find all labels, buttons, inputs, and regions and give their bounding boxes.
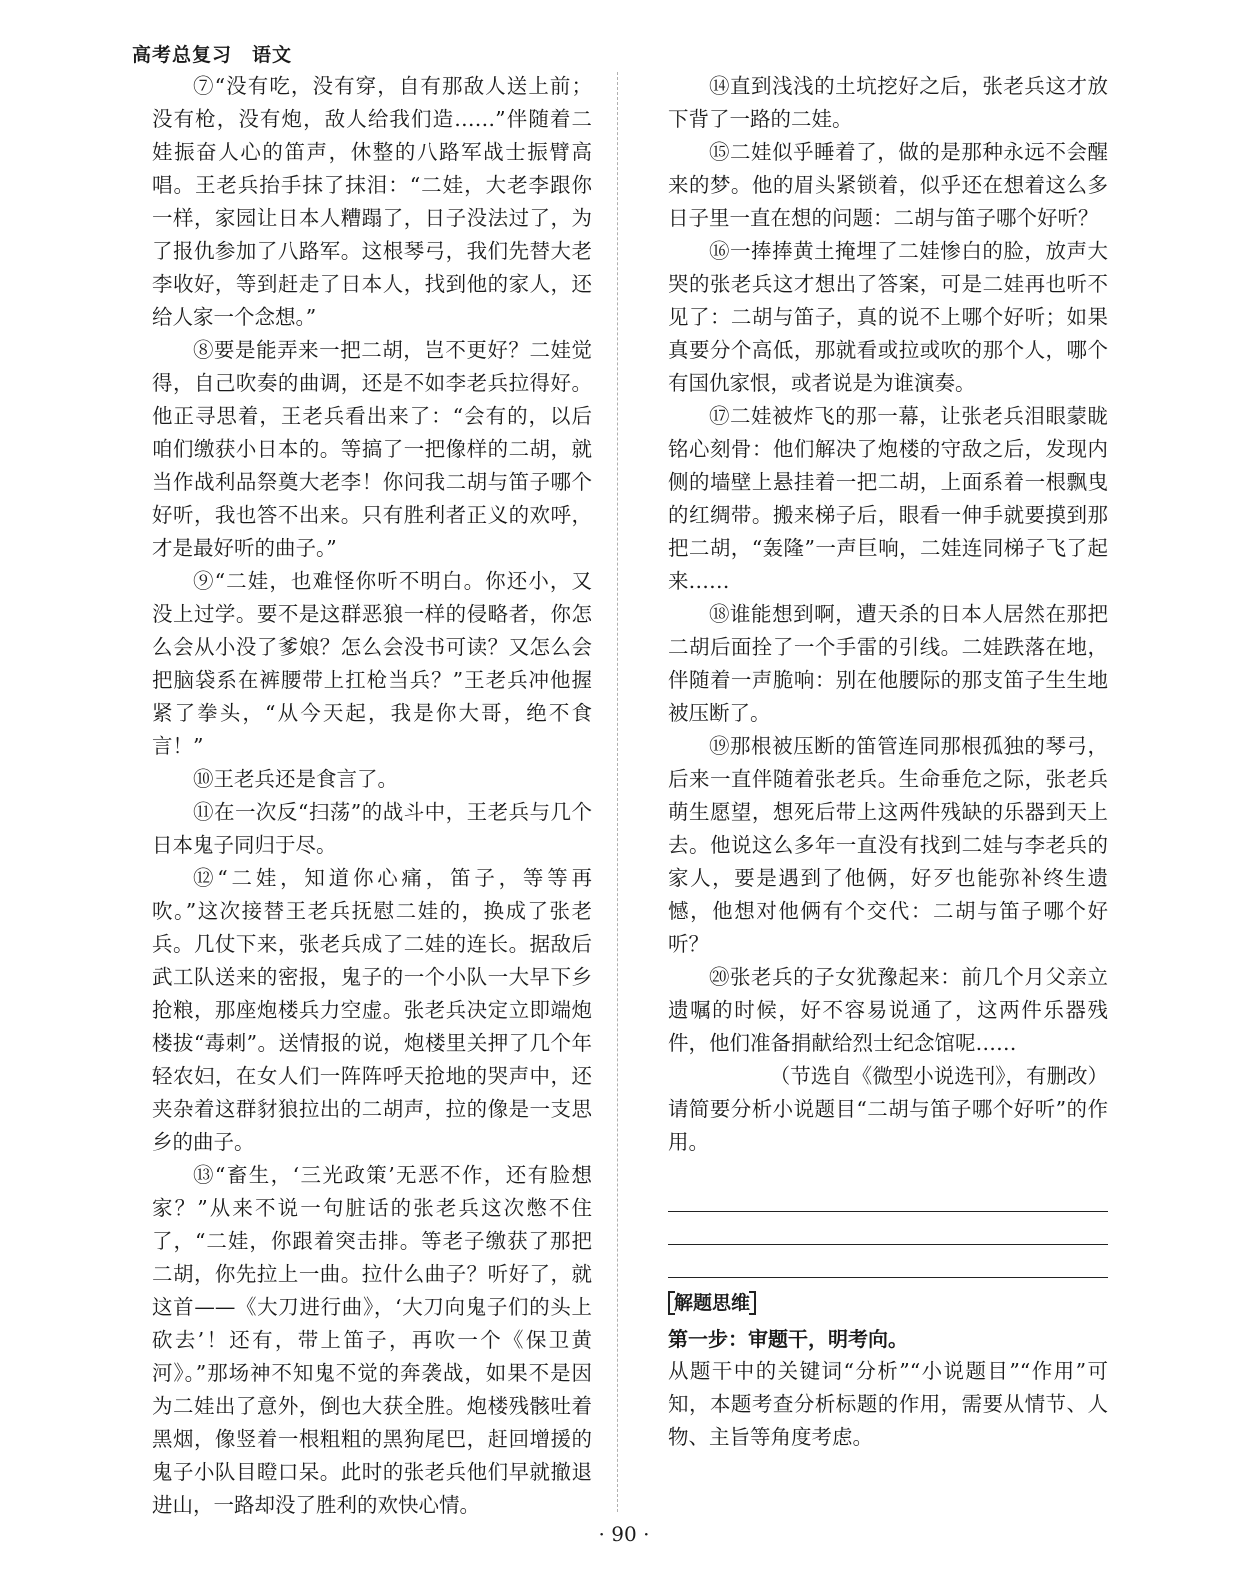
paragraph-9: ⑨“二娃，也难怪你听不明白。你还小，又没上过学。要不是这群恶狼一样的侵略者，你怎么会从小没了爹娘？怎么会没书可读？又怎么会把脑袋系在裤腰带上扛枪当兵？”王老兵冲他握紧了拳头，“从今天起，我是你大哥，绝不食言！” [152, 569, 592, 758]
question-prompt: 请简要分析小说题目“二胡与笛子哪个好听”的作用。 [668, 1097, 1108, 1154]
paragraph-12: ⑫“二娃，知道你心痛，笛子，等等再吹。”这次接替王老兵抚慰二娃的，换成了张老兵。几仗下来，张老兵成了二娃的连长。据敌后武工队送来的密报，鬼子的一个小队一大早下乡抢粮，那座炮楼兵力空虚。张老兵决定立即端炮楼拔“毒刺”。送情报的说，炮楼里关押了几个年轻农妇，在女人们一阵阵呼天抢地的哭声中，还夹杂着这群豺狼拉出的二胡声，拉的像是一支思乡的曲子。 [152, 866, 592, 1154]
step-1-body: 从题干中的关键词“分析”“小说题目”“作用”可知，本题考查分析标题的作用，需要从情节、人物、主旨等角度考虑。 [668, 1359, 1108, 1449]
paragraph-17: ⑰二娃被炸飞的那一幕，让张老兵泪眼蒙眬铭心刻骨：他们解决了炮楼的守敌之后，发现内侧的墙壁上悬挂着一把二胡，上面系着一根飘曳的红绸带。搬来梯子后，眼看一伸手就要摸到那把二胡，“轰隆”一声巨响，二娃连同梯子飞了起来…… [668, 404, 1108, 593]
paragraph-14: ⑭直到浅浅的土坑挖好之后，张老兵这才放下背了一路的二娃。 [668, 74, 1108, 131]
paragraph-15: ⑮二娃似乎睡着了，做的是那种永远不会醒来的梦。他的眉头紧锁着，似乎还在想着这么多日子里一直在想的问题：二胡与笛子哪个好听？ [668, 140, 1108, 230]
column-divider [617, 72, 618, 1512]
paragraph-16: ⑯一捧捧黄土掩埋了二娃惨白的脸，放声大哭的张老兵这才想出了答案，可是二娃再也听不见了：二胡与笛子，真的说不上哪个好听；如果真要分个高低，那就看或拉或吹的那个人，哪个有国仇家恨，或者说是为谁演奏。 [668, 239, 1108, 395]
page-header: 高考总复习 语文 [132, 44, 293, 66]
answer-line[interactable] [668, 1212, 1108, 1245]
paragraph-20: ⑳张老兵的子女犹豫起来：前几个月父亲立遗嘱的时候，好不容易说通了，这两件乐器残件，他们准备捐献给烈士纪念馆呢…… [668, 965, 1108, 1055]
answer-line[interactable] [668, 1179, 1108, 1212]
solution-tag: 解题思维 [668, 1291, 756, 1315]
paragraph-19: ⑲那根被压断的笛管连同那根孤独的琴弓，后来一直伴随着张老兵。生命垂危之际，张老兵萌生愿望，想死后带上这两件残缺的乐器到天上去。他说这么多年一直没有找到二娃与李老兵的家人，要是遇到了他俩，好歹也能弥补终生遗憾，他想对他俩有个交代：二胡与笛子哪个好听？ [668, 734, 1108, 956]
left-column [152, 70, 592, 1522]
paragraph-7: ⑦“没有吃，没有穿，自有那敌人送上前；没有枪，没有炮，敌人给我们造……”伴随着二娃振奋人心的笛声，休整的八路军战士振臂高唱。王老兵抬手抹了抹泪：“二娃，大老李跟你一样，家园让日本人糟蹋了，日子没法过了，为了报仇参加了八路军。这根琴弓，我们先替大老李收好，等到赶走了日本人，找到他的家人，还给人家一个念想。” [152, 74, 592, 329]
paragraph-18: ⑱谁能想到啊，遭天杀的日本人居然在那把二胡后面拴了一个手雷的引线。二娃跌落在地，伴随着一声脆响：别在他腰际的那支笛子生生地被压断了。 [668, 602, 1108, 725]
step-1-title: 第一步：审题干，明考向。 [668, 1327, 908, 1351]
page-number: · 90 · [598, 1522, 650, 1546]
answer-area[interactable] [668, 1179, 1108, 1278]
answer-line[interactable] [668, 1245, 1108, 1278]
paragraph-13: ⑬“畜生，‘三光政策’无恶不作，还有脸想家？”从来不说一句脏话的张老兵这次憋不住了，“二娃，你跟着突击排。等老子缴获了那把二胡，你先拉上一曲。拉什么曲子？听好了，就这首——《大刀进行曲》，‘大刀向鬼子们的头上砍去’！还有，带上笛子，再吹一个《保卫黄河》。”那场神不知鬼不觉的奔袭战，如果不是因为二娃出了意外，倒也大获全胜。炮楼残骸吐着黑烟，像竖着一根粗粗的黑狗尾巴，赶回增援的鬼子小队目瞪口呆。此时的张老兵他们早就撤退进山，一路却没了胜利的欢快心情。 [152, 1163, 592, 1517]
source-note: （节选自《微型小说选刊》，有删改） [769, 1064, 1108, 1088]
paragraph-8: ⑧要是能弄来一把二胡，岂不更好？二娃觉得，自己吹奏的曲调，还是不如李老兵拉得好。他正寻思着，王老兵看出来了：“会有的，以后咱们缴获小日本的。等搞了一把像样的二胡，就当作战利品祭奠大老李！你问我二胡与笛子哪个好听，我也答不出来。只有胜利者正义的欢呼，才是最好听的曲子。” [152, 338, 592, 560]
right-column [668, 70, 1108, 1454]
paragraph-11: ⑪在一次反“扫荡”的战斗中，王老兵与几个日本鬼子同归于尽。 [152, 800, 592, 857]
paragraph-10: ⑩王老兵还是食言了。 [193, 767, 398, 791]
